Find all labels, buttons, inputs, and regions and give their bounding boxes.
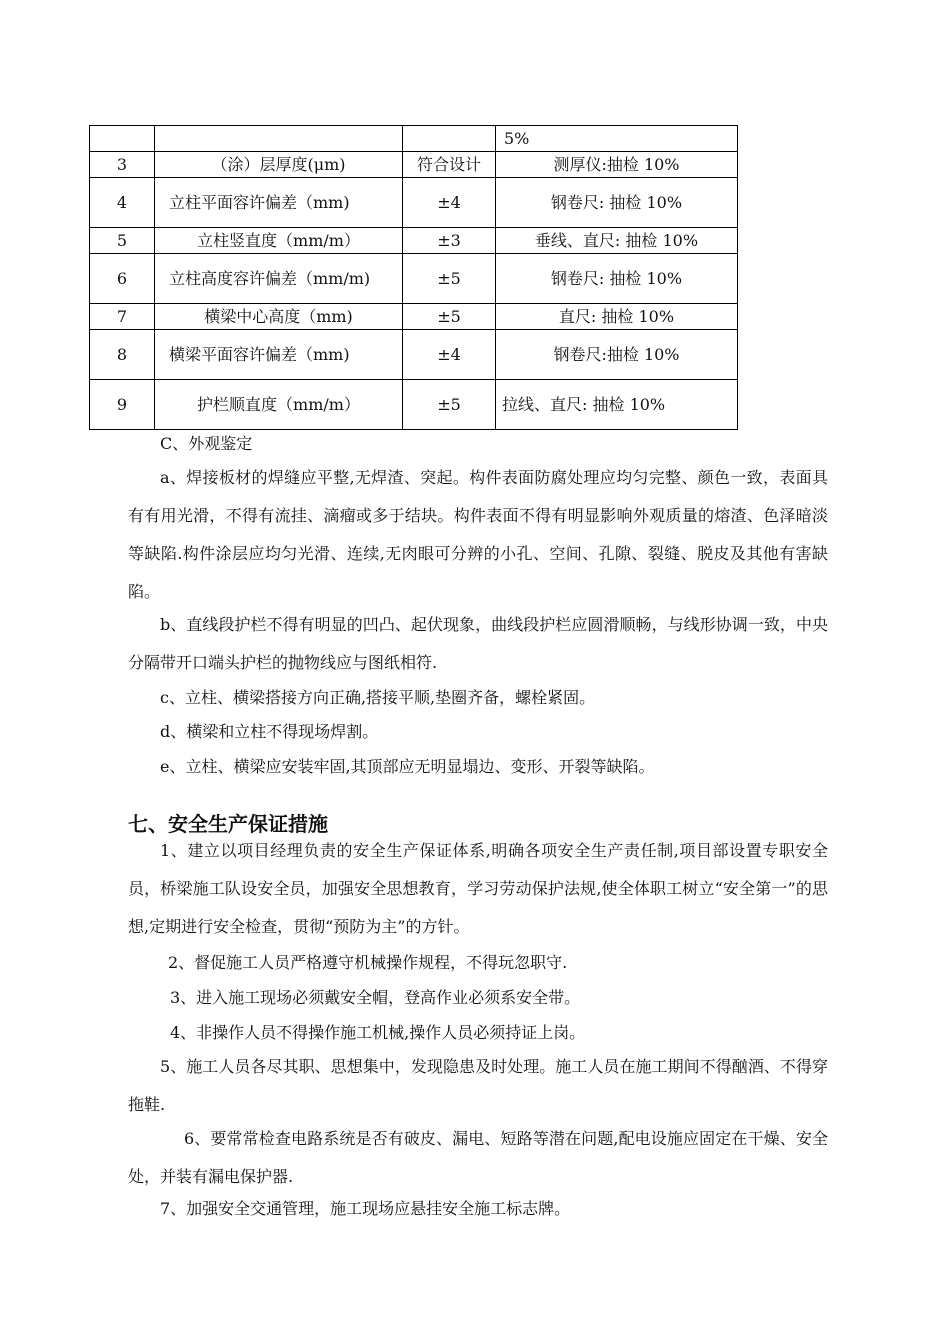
row-method: 拉线、直尺: 抽检 10% bbox=[496, 380, 738, 430]
row-number: 3 bbox=[90, 152, 155, 178]
row-number: 8 bbox=[90, 330, 155, 380]
row-method: 垂线、直尺: 抽检 10% bbox=[496, 228, 738, 254]
paragraph-e: e、立柱、横梁应安装牢固,其顶部应无明显塌边、变形、开裂等缺陷。 bbox=[160, 757, 655, 776]
section-heading: 七、安全生产保证措施 bbox=[128, 812, 328, 836]
row-tolerance: ±5 bbox=[403, 380, 496, 430]
row-item bbox=[155, 126, 403, 152]
safety-item-6: 6、要常常检查电路系统是否有破皮、漏电、短路等潜在问题,配电设施应固定在干燥、安全处，并装有漏电保护器. bbox=[128, 1129, 828, 1186]
safety-item-4: 4、非操作人员不得操作施工机械,操作人员必须持证上岗。 bbox=[170, 1023, 586, 1042]
paragraph-a: a、焊接板材的焊缝应平整,无焊渣、突起。构件表面防腐处理应均匀完整、颜色一致，表面具有有用光滑，不得有流挂、滴瘤或多于结块。构件表面不得有明显影响外观质量的熔渣、色泽暗淡等缺陷.构件涂层应均匀光滑、连续,无肉眼可分辨的小孔、空间、孔隙、裂缝、脱皮及其他有害缺陷。 bbox=[128, 468, 828, 601]
table-row bbox=[90, 330, 738, 380]
row-method: 5% bbox=[496, 126, 738, 152]
row-tolerance: ±3 bbox=[403, 228, 496, 254]
row-tolerance: ±4 bbox=[403, 178, 496, 228]
row-tolerance bbox=[403, 126, 496, 152]
row-number: 4 bbox=[90, 178, 155, 228]
row-number: 6 bbox=[90, 254, 155, 304]
row-item: 立柱平面容许偏差（mm) bbox=[155, 178, 403, 228]
row-number: 5 bbox=[90, 228, 155, 254]
table-row bbox=[90, 126, 738, 152]
safety-item-2: 2、督促施工人员严格遵守机械操作规程，不得玩忽职守. bbox=[168, 953, 568, 972]
row-number bbox=[90, 126, 155, 152]
row-number: 7 bbox=[90, 304, 155, 330]
safety-item-5: 5、施工人员各尽其职、思想集中，发现隐患及时处理。施工人员在施工期间不得酗酒、不得穿拖鞋. bbox=[128, 1057, 828, 1114]
row-method: 测厚仪:抽检 10% bbox=[496, 152, 738, 178]
table-row bbox=[90, 380, 738, 430]
row-tolerance: ±5 bbox=[403, 254, 496, 304]
paragraph-d: d、横梁和立柱不得现场焊割。 bbox=[160, 722, 379, 741]
row-number: 9 bbox=[90, 380, 155, 430]
row-item: 立柱高度容许偏差（mm/m) bbox=[155, 254, 403, 304]
table-row bbox=[90, 178, 738, 228]
safety-item-1: 1、建立以项目经理负责的安全生产保证体系,明确各项安全生产责任制,项目部设置专职安全员，桥梁施工队设安全员，加强安全思想教育，学习劳动保护法规,使全体职工树立“安全第一”的思想,定期进行安全检查，贯彻“预防为主”的方针。 bbox=[128, 841, 828, 936]
row-item: （涂）层厚度(μm) bbox=[155, 152, 403, 178]
paragraph-b: b、直线段护栏不得有明显的凹凸、起伏现象，曲线段护栏应圆滑顺畅，与线形协调一致，中央分隔带开口端头护栏的抛物线应与图纸相符. bbox=[128, 615, 828, 672]
table-row bbox=[90, 304, 738, 330]
section-c-title: C、外观鉴定 bbox=[160, 434, 253, 453]
row-tolerance: 符合设计 bbox=[403, 152, 496, 178]
row-item: 护栏顺直度（mm/m） bbox=[155, 380, 403, 430]
row-method: 钢卷尺: 抽检 10% bbox=[496, 254, 738, 304]
safety-item-7: 7、加强安全交通管理，施工现场应悬挂安全施工标志牌。 bbox=[160, 1199, 571, 1218]
row-method: 直尺: 抽检 10% bbox=[496, 304, 738, 330]
row-item: 横梁平面容许偏差（mm) bbox=[155, 330, 403, 380]
row-tolerance: ±4 bbox=[403, 330, 496, 380]
inspection-table bbox=[89, 125, 738, 430]
row-method: 钢卷尺: 抽检 10% bbox=[496, 178, 738, 228]
row-method: 钢卷尺:抽检 10% bbox=[496, 330, 738, 380]
table-row bbox=[90, 152, 738, 178]
row-item: 立柱竖直度（mm/m） bbox=[155, 228, 403, 254]
table-row bbox=[90, 254, 738, 304]
paragraph-c: c、立柱、横梁搭接方向正确,搭接平顺,垫圈齐备，螺栓紧固。 bbox=[160, 688, 596, 707]
row-tolerance: ±5 bbox=[403, 304, 496, 330]
safety-item-3: 3、进入施工现场必须戴安全帽，登高作业必须系安全带。 bbox=[170, 988, 581, 1007]
row-item: 横梁中心高度（mm) bbox=[155, 304, 403, 330]
table-row bbox=[90, 228, 738, 254]
